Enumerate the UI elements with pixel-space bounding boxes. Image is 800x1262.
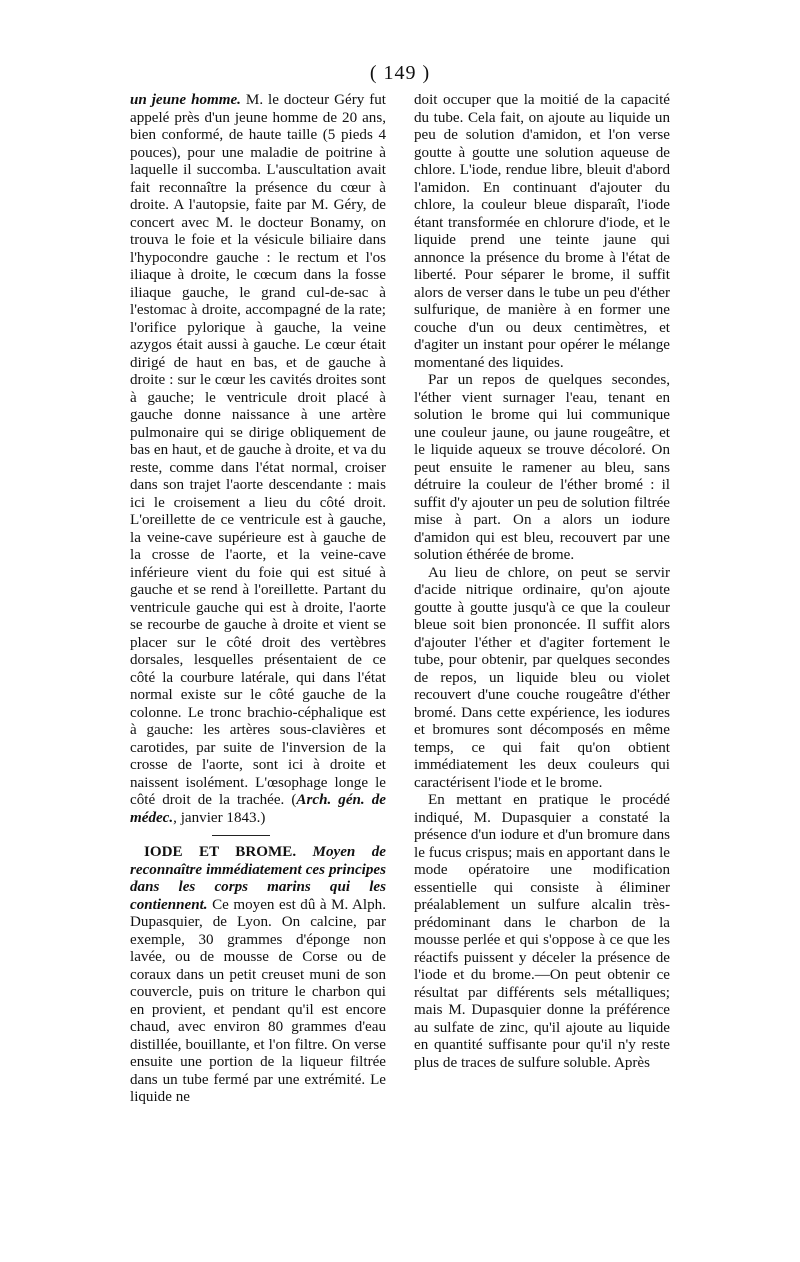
paragraph: doit occuper que la moitié de la capacité du tube. Cela fait, on ajoute au liquide un peu de solution d'amidon, et l'on verse goutte à goutte une solution aqueuse de chlore. L'iode, rendue libre, bleuit d'abord l'amidon. En continuant d'ajouter du chlore, la couleur bleue disparaît, l'iode étant transformée en chlorure d'iode, et le liquide prend une teinte jaune qui annonce la présence du brome à l'état de liberté. Pour séparer le brome, il suffit alors de verser dans le tube un peu d'éther sulfurique, de manière à en former une couche d'un ou deux centimètres, et d'agiter un instant pour opérer le mélange momentané des liquides. <box>414 92 670 371</box>
paragraph: En mettant en pratique le procédé indiqué, M. Dupasquier a constaté la présence d'un iodure et d'un bromure dans le fucus crispus; mais en apportant dans le mode opératoire une modification essentielle qui consiste à éliminer préalablement un sulfure alcalin très-prédominant dans le charbon de la mousse perlée et qui s'oppose à ce que les réactifs puissent y déceler la présence de l'iode et du brome.—On peut obtenir ce résultat par différents sels métalliques; mais M. Dupasquier donne la préférence au sulfate de zinc, qu'il ajoute au liquide en quantité suffisante pour qu'il n'y reste plus de traces de sulfure soluble. Après <box>414 792 670 1071</box>
section-heading: IODE ET BROME. <box>144 844 297 860</box>
citation-date: , janvier 1843.) <box>173 809 266 826</box>
section-subtitle: Moyen de reconnaître immédiatement ces principes dans les corps marins qui les contiennent. <box>130 844 386 913</box>
page-number: ( 149 ) <box>369 62 431 84</box>
source-citation: Arch. gén. de médec. <box>130 792 386 826</box>
left-column <box>130 92 386 1107</box>
right-column <box>414 92 670 1072</box>
paragraph-situs-inversus <box>130 92 386 827</box>
paragraph-text: Ce moyen est dû à M. Alph. Dupasquier, de Lyon. On calcine, par exemple, 30 grammes d'éponge non lavée, ou de mousse de Corse ou de coraux dans un petit creuset muni de son couvercle, puis on triture le charbon qui en provient, et pendant qu'il est encore chaud, avec environ 80 grammes d'eau distillée, bouillante, et l'on filtre. On verse ensuite une portion de la liqueur filtrée dans un tube fermé par une extrémité. Le liquide ne <box>130 896 386 1105</box>
paragraph: Au lieu de chlore, on peut se servir d'acide nitrique ordinaire, qu'on ajoute goutte à goutte jusqu'à ce que la couleur bleue soit bien prononcée. Il suffit alors d'ajouter l'éther et d'agiter fortement le tube, pour obtenir, par quelques secondes de repos, un liquide bleu ou violet recouvert d'une couche rougeâtre d'éther bromé. Dans cette expérience, les iodures et bromures sont décomposés en même temps, ce qui fait qu'on obtient immédiatement les deux couleurs qui caractérisent l'iode et le brome. <box>414 564 670 791</box>
paragraph-text: M. le docteur Géry fut appelé près d'un jeune homme de 20 ans, bien conformé, de haute taille (5 pieds 4 pouces), pour une maladie de poitrine à laquelle il succomba. L'auscultation avait fait reconnaître la présence du cœur à droite. A l'autopsie, faite par M. Géry, de concert avec M. le docteur Bonamy, on trouva le foie et la vésicule biliaire dans l'hypocondre gauche : le rectum et l'os iliaque à droite, le cœcum dans la fosse iliaque gauche, le grand cul-de-sac à l'estomac à droite, accompagné de la rate; l'orifice pylorique à gauche, la veine azygos était aussi à gauche. Le cœur était dirigé de haut en bas, et de gauche à droite : sur le cœur les cavités droites sont à gauche; le ventricule droit placé à gauche donne naissance à une artère pulmonaire qui se dirige obliquement de bas en haut, et de gauche à droite, et va du reste, comme dans l'état normal, croiser dans son trajet l'aorte descendante : mais ici le croisement a lieu du côté droit. L'oreillette de ce ventricule est à gauche, la veine-cave supérieure est à gauche de la crosse de l'aorte, et la veine-cave inférieure vient du foie qui est situé à gauche et se rend à l'oreillette. Partant du ventricule gauche qui est à droite, l'aorte se recourbe de gauche à droite et vient se placer sur le côté droit des vertèbres dorsales, lesquelles présentaient de ce côté la courbure latérale, qui dans l'état normal existe sur le côté gauche de la colonne. Le tronc brachio-céphalique est à gauche: les artères sous-clavières et carotides, par suite de l'inversion de la crosse de l'aorte, sont ici à droite et naissent isolément. L'œsophage longe le côté droit de la trachée. ( <box>130 92 386 808</box>
paragraph-iode-brome <box>130 844 386 1107</box>
paragraph-lead: un jeune homme. <box>130 92 241 108</box>
paragraph: Par un repos de quelques secondes, l'éther vient surnager l'eau, tenant en solution le brome qui lui communique une couleur jaune, ou jaune rougeâtre, et le liquide aqueux se trouve décoloré. On peut ensuite le ramener au bleu, sans détruire la couleur de l'éther bromé : il suffit d'y ajouter un peu de solution filtrée mise à part. On a alors un iodure d'amidon qui est bleu, recouvert par une solution éthérée de brome. <box>414 372 670 563</box>
section-divider <box>212 835 270 836</box>
